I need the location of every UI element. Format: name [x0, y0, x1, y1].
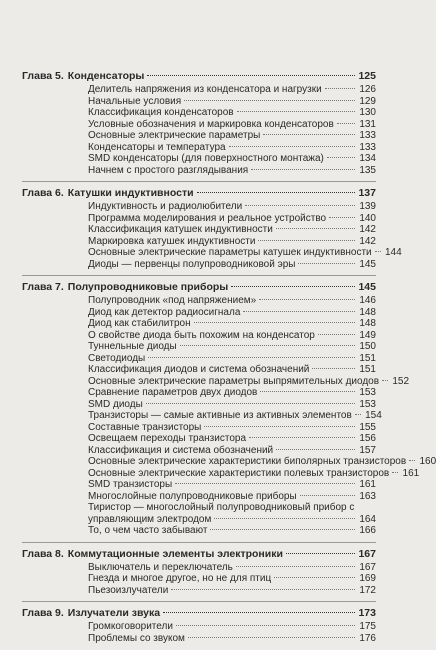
toc-entry[interactable]: [22, 445, 376, 457]
entry-title: Диод как детектор радиосигнала: [88, 306, 241, 318]
entry-title: SMD конденсаторы (для поверхностного монтажа): [88, 153, 324, 164]
page-number: 161: [402, 467, 420, 479]
toc-entry[interactable]: [22, 96, 376, 108]
entry-title: Маркировка катушек индуктивности: [88, 235, 256, 247]
dot-leader: [237, 111, 355, 112]
entry-title: Громкоговорители: [88, 621, 173, 632]
dot-leader: [337, 123, 355, 124]
page-number: 131: [359, 118, 376, 130]
dot-leader: [298, 263, 355, 264]
dot-leader: [318, 334, 355, 335]
page-number: 137: [358, 187, 376, 199]
dot-leader: [325, 88, 355, 89]
dot-leader: [312, 368, 355, 369]
toc-entry[interactable]: [22, 433, 376, 445]
page-number: 126: [359, 84, 376, 95]
entry-title: Условные обозначения и маркировка конденсаторов: [88, 118, 334, 130]
dot-leader: [146, 403, 355, 404]
toc-entry[interactable]: [22, 502, 376, 525]
page-number: 156: [359, 433, 376, 444]
page-number: 130: [359, 107, 376, 118]
table-of-contents: [22, 70, 436, 644]
toc-entry[interactable]: [22, 107, 376, 119]
page-number: 152: [392, 375, 410, 387]
dot-leader: [231, 286, 355, 287]
toc-entry[interactable]: [22, 142, 376, 154]
entry-title: Транзисторы — самые активные из активных элементов: [88, 410, 352, 421]
entry-title: Основные электрические характеристики биполярных транзисторов: [88, 456, 407, 467]
dot-leader: [249, 437, 355, 438]
toc-entry[interactable]: [22, 318, 376, 330]
dot-leader: [329, 217, 355, 218]
dot-leader: [163, 612, 355, 613]
page-number: 176: [359, 632, 376, 644]
chapter-number: Глава 9.: [22, 607, 64, 619]
page-number: 166: [359, 525, 376, 536]
chapter-heading[interactable]: [22, 70, 376, 82]
dot-leader: [229, 146, 355, 147]
entry-title: Классификация и система обозначений: [88, 444, 274, 456]
page-number: 151: [359, 364, 376, 375]
page-number: 125: [358, 70, 376, 82]
chapter-heading[interactable]: [22, 187, 376, 199]
dot-leader: [355, 414, 361, 415]
page-number: 140: [359, 212, 376, 224]
entry-title: То, о чем часто забывают: [88, 525, 208, 536]
chapter-number: Глава 5.: [22, 70, 64, 82]
page-number: 134: [359, 153, 376, 164]
entry-title: Полупроводник «под напряжением»: [88, 295, 257, 306]
toc-entry[interactable]: [22, 456, 436, 468]
entry-title: Начальные условия: [88, 95, 182, 107]
toc-entry[interactable]: [22, 399, 376, 411]
page-number: 167: [359, 561, 376, 573]
page-number: 148: [359, 318, 376, 329]
toc-entry[interactable]: [22, 375, 410, 388]
entry-title: SMD транзисторы: [88, 479, 173, 490]
entry-title: SMD диоды: [88, 398, 143, 410]
toc-entry[interactable]: [22, 491, 376, 503]
toc-entry[interactable]: [22, 307, 376, 319]
dot-leader: [260, 391, 355, 392]
entry-title: Сравнение параметров двух диодов: [88, 387, 258, 398]
toc-entry[interactable]: [22, 364, 376, 376]
toc-entry[interactable]: [22, 247, 402, 259]
page-number: 173: [358, 607, 376, 619]
dot-leader: [276, 228, 355, 229]
chapter-title: Конденсаторы: [67, 70, 145, 82]
toc-entry[interactable]: [22, 130, 376, 142]
entry-title: Многослойные полупроводниковые приборы: [88, 490, 297, 502]
dot-leader: [147, 75, 355, 76]
entry-title: Диод как стабилитрон: [88, 318, 191, 329]
dot-leader: [392, 472, 398, 473]
entry-title: Тиристор — многослойный полупроводниковый прибор с: [88, 502, 355, 513]
dot-leader: [258, 240, 355, 241]
entry-title: Основные электрические параметры: [88, 130, 261, 141]
entry-title: О свойстве диода быть похожим на конденсатор: [88, 329, 315, 341]
entry-title: Конденсаторы и температура: [88, 141, 226, 153]
entry-title: Классификация катушек индуктивности: [88, 224, 273, 235]
page-number: 153: [359, 398, 376, 410]
toc-entry[interactable]: [22, 84, 376, 96]
chapter-title: Коммутационные элементы электроники: [67, 547, 283, 560]
toc-entry[interactable]: [22, 479, 376, 491]
dot-leader: [176, 625, 355, 626]
entry-title: Пьезоизлучатели: [88, 584, 169, 596]
chapter-number: Глава 8.: [22, 547, 64, 560]
page-number: 148: [359, 306, 376, 318]
dot-leader: [409, 460, 415, 461]
page-number: 144: [384, 247, 402, 258]
toc-entry[interactable]: [22, 330, 376, 342]
chapter-heading[interactable]: [22, 281, 376, 293]
dot-leader: [210, 529, 355, 530]
page-number: 151: [359, 352, 376, 364]
page-number: 146: [359, 295, 376, 306]
entry-title: Составные транзисторы: [88, 421, 202, 433]
dot-leader: [276, 449, 355, 450]
dot-leader: [175, 483, 355, 484]
page-number: 129: [359, 95, 376, 107]
page-number: 150: [359, 341, 376, 352]
toc-entry[interactable]: [22, 119, 376, 131]
toc-entry[interactable]: [22, 201, 376, 213]
dot-leader: [382, 380, 388, 381]
toc-entry[interactable]: [22, 585, 376, 597]
chapter-number: Глава 7.: [22, 281, 64, 293]
entry-title: Освещаем переходы транзистора: [88, 433, 247, 444]
page-number: 154: [365, 410, 382, 421]
dot-leader: [148, 357, 355, 358]
dot-leader: [259, 299, 355, 300]
toc-entry[interactable]: [22, 213, 376, 225]
page-number: 142: [359, 224, 376, 235]
page-number: 161: [359, 479, 376, 490]
toc-entry[interactable]: [22, 236, 376, 248]
dot-leader: [375, 251, 381, 252]
dot-leader: [286, 553, 355, 554]
chapter-divider: [22, 601, 376, 602]
page-number: 133: [359, 130, 376, 141]
entry-title: Туннельные диоды: [88, 341, 177, 352]
dot-leader: [197, 192, 355, 193]
dot-leader: [263, 134, 355, 135]
entry-title: Делитель напряжения из конденсатора и нагрузки: [88, 84, 322, 95]
entry-title: Проблемы со звуком: [88, 632, 185, 644]
page-number: 149: [359, 329, 376, 341]
toc-entry[interactable]: [22, 562, 376, 574]
entry-title: Основные электрические параметры катушек индуктивности: [88, 247, 372, 258]
dot-leader: [194, 322, 355, 323]
page-number: 169: [359, 573, 376, 584]
dot-leader: [236, 566, 355, 567]
page-number: 175: [359, 621, 376, 632]
page-number: 153: [359, 387, 376, 398]
page-number: 163: [359, 490, 376, 502]
dot-leader: [245, 205, 355, 206]
toc-entry[interactable]: [22, 573, 376, 585]
chapter-divider: [22, 181, 376, 182]
page-number: 145: [359, 258, 376, 270]
dot-leader: [180, 345, 355, 346]
toc-entry[interactable]: [22, 165, 376, 177]
entry-title-continued: управляющим электродом: [88, 513, 212, 525]
page-number: 164: [359, 513, 376, 525]
entry-title: Выключатель и переключатель: [88, 561, 233, 573]
chapter-divider: [22, 275, 376, 276]
page-number: 167: [358, 547, 376, 560]
dot-leader: [204, 426, 355, 427]
page-number: 142: [359, 235, 376, 247]
dot-leader: [171, 589, 355, 590]
dot-leader: [300, 495, 355, 496]
toc-entry[interactable]: [22, 410, 382, 422]
toc-entry[interactable]: [22, 224, 376, 236]
entry-title: Классификация конденсаторов: [88, 107, 234, 118]
chapter-title: Излучатели звука: [67, 607, 161, 619]
chapter-heading[interactable]: [22, 607, 376, 619]
page-number: 172: [359, 584, 376, 596]
entry-title: Программа моделирования и реальное устройство: [88, 212, 327, 224]
toc-entry[interactable]: [22, 353, 376, 365]
page-number: 155: [359, 421, 376, 433]
chapter-title: Катушки индуктивности: [67, 187, 194, 199]
dot-leader: [214, 518, 355, 519]
toc-entry[interactable]: [22, 525, 376, 537]
chapter-heading[interactable]: [22, 548, 376, 560]
page-number: 135: [359, 164, 376, 176]
toc-entry[interactable]: [22, 621, 376, 633]
toc-entry[interactable]: [22, 153, 376, 165]
chapter-divider: [22, 542, 376, 543]
toc-entry[interactable]: [22, 295, 376, 307]
dot-leader: [274, 577, 355, 578]
toc-entry[interactable]: [22, 467, 420, 480]
entry-title: Гнезда и многое другое, но не для птиц: [88, 573, 272, 584]
chapter-title: Полупроводниковые приборы: [67, 281, 229, 293]
toc-entry[interactable]: [22, 633, 376, 645]
toc-entry[interactable]: [22, 387, 376, 399]
page-number: 157: [359, 444, 376, 456]
page-number: 133: [359, 141, 376, 153]
page-number: 145: [358, 281, 376, 293]
page-number: 160: [419, 456, 436, 467]
dot-leader: [188, 637, 355, 638]
dot-leader: [327, 157, 355, 158]
dot-leader: [184, 100, 355, 101]
toc-entry[interactable]: [22, 259, 376, 271]
entry-title: Индуктивность и радиолюбители: [88, 201, 243, 212]
dot-leader: [243, 311, 355, 312]
page-number: 139: [359, 201, 376, 212]
toc-entry[interactable]: [22, 422, 376, 434]
dot-leader: [251, 169, 355, 170]
entry-title: Начнем с простого разглядывания: [88, 164, 249, 176]
entry-title: Светодиоды: [88, 352, 146, 364]
entry-title: Основные электрические параметры выпрямительных диодов: [88, 375, 380, 387]
chapter-number: Глава 6.: [22, 187, 64, 199]
toc-entry[interactable]: [22, 341, 376, 353]
entry-title: Диоды — первенцы полупроводниковой эры: [88, 258, 296, 270]
entry-title: Основные электрические характеристики полевых транзисторов: [88, 467, 390, 479]
entry-title: Классификация диодов и система обозначений: [88, 364, 310, 375]
